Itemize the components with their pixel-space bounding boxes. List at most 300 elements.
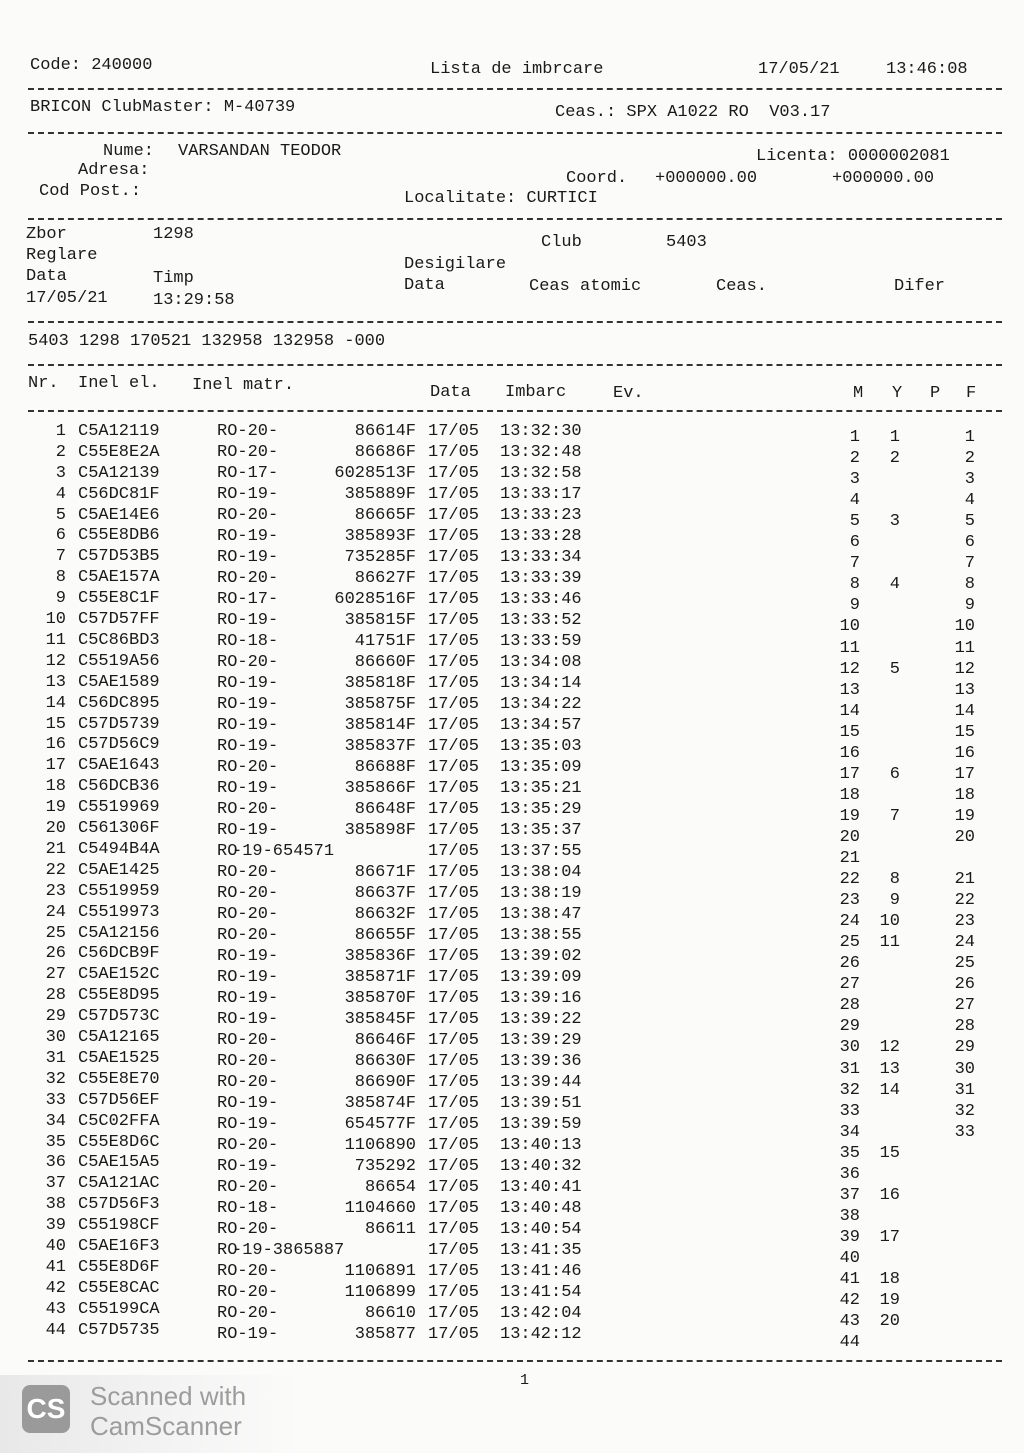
ring-electronic: C56DCB9F <box>78 944 160 963</box>
f-value: 31 <box>954 1081 975 1100</box>
divider <box>28 1360 1002 1362</box>
table-row <box>0 798 1024 826</box>
table-row <box>0 756 1024 784</box>
ring-number: 86611 <box>364 1220 416 1239</box>
row-nr: 30 <box>45 1028 66 1047</box>
arrival-date: 17/05 <box>428 569 480 588</box>
ring-electronic: C5AE1643 <box>78 756 160 775</box>
arrival-time: 13:39:22 <box>500 1010 582 1029</box>
coord-y: +000000.00 <box>832 169 935 188</box>
ring-electronic: C5AE15A5 <box>78 1153 160 1172</box>
ring-prefix: RO-19- <box>217 737 279 756</box>
y-value: 8 <box>889 870 900 889</box>
f-value: 6 <box>964 533 975 552</box>
ring-prefix: RO-19- <box>217 989 279 1008</box>
table-row <box>0 547 1024 573</box>
ring-prefix: RO-20- <box>217 1304 279 1323</box>
ring-electronic: C55E8D95 <box>78 986 160 1005</box>
ring-electronic: C57D53B5 <box>78 547 160 566</box>
ring-number: 385845F <box>344 1010 416 1029</box>
col-m: M <box>853 384 864 403</box>
ring-number: 385893F <box>344 527 416 546</box>
ring-prefix: RO-20- <box>217 506 279 525</box>
flight-label: Zbor <box>26 225 67 244</box>
ring-electronic: C57D5735 <box>78 1321 160 1340</box>
page-number: 1 <box>520 1372 530 1389</box>
arrival-date: 17/05 <box>428 422 480 441</box>
m-value: 41 <box>839 1270 860 1289</box>
table-row <box>0 526 1024 552</box>
m-value: 16 <box>839 744 860 763</box>
arrival-date: 17/05 <box>428 758 480 777</box>
ring-number: 86655F <box>354 926 416 945</box>
row-nr: 35 <box>45 1133 66 1152</box>
m-value: 19 <box>839 807 860 826</box>
ring-prefix: RO-19- <box>217 779 279 798</box>
ring-prefix: RO-19- <box>217 821 279 840</box>
f-value: 12 <box>954 660 975 679</box>
desigilare-label: Desigilare <box>404 255 507 274</box>
m-value: 21 <box>839 849 860 868</box>
ring-number: -19-3865887 <box>232 1241 345 1260</box>
row-nr: 4 <box>55 485 66 504</box>
reglare-time: 13:29:58 <box>153 291 235 310</box>
ring-prefix: RO-19- <box>217 1094 279 1113</box>
ring-number: 385889F <box>344 485 416 504</box>
m-value: 15 <box>839 723 860 742</box>
m-value: 33 <box>839 1102 860 1121</box>
arrival-date: 17/05 <box>428 716 480 735</box>
row-nr: 19 <box>45 798 66 817</box>
divider <box>28 364 1002 366</box>
row-nr: 8 <box>55 568 66 587</box>
divider <box>28 321 1002 323</box>
clock-id: Ceas.: SPX A1022 RO V03.17 <box>555 103 831 122</box>
y-value: 4 <box>889 575 900 594</box>
ring-prefix: RO-20- <box>217 653 279 672</box>
ring-electronic: C5A12156 <box>78 924 160 943</box>
arrival-date: 17/05 <box>428 443 480 462</box>
m-value: 5 <box>849 512 860 531</box>
f-value: 24 <box>954 933 975 952</box>
ring-number: 86614F <box>354 422 416 441</box>
difference-label: Difer <box>894 277 946 296</box>
table-row <box>0 903 1024 931</box>
arrival-date: 17/05 <box>428 989 480 1008</box>
row-nr: 9 <box>55 589 66 608</box>
arrival-date: 17/05 <box>428 1115 480 1134</box>
arrival-date: 17/05 <box>428 695 480 714</box>
m-value: 10 <box>839 617 860 636</box>
atomic-clock-label: Ceas atomic <box>529 277 642 296</box>
arrival-date: 17/05 <box>428 632 480 651</box>
arrival-date: 17/05 <box>428 1073 480 1092</box>
ring-electronic: C56DC895 <box>78 694 160 713</box>
ring-prefix: RO-19- <box>217 1010 279 1029</box>
y-value: 1 <box>889 428 900 447</box>
arrival-time: 13:39:09 <box>500 968 582 987</box>
f-value: 7 <box>964 554 975 573</box>
row-nr: 33 <box>45 1091 66 1110</box>
watermark-line1: Scanned with <box>90 1381 247 1411</box>
arrival-time: 13:33:39 <box>500 569 582 588</box>
ring-prefix: RO-20- <box>217 1052 279 1071</box>
print-date: 17/05/21 <box>758 60 840 79</box>
arrival-time: 13:41:35 <box>500 1241 582 1260</box>
ring-prefix: RO-20- <box>217 1262 279 1281</box>
row-nr: 32 <box>45 1070 66 1089</box>
camscanner-logo-icon: CS <box>22 1385 70 1433</box>
club-label: Club <box>541 233 582 252</box>
arrival-time: 13:33:17 <box>500 485 582 504</box>
row-nr: 13 <box>45 673 66 692</box>
m-value: 23 <box>839 891 860 910</box>
ring-prefix: RO-20- <box>217 1178 279 1197</box>
f-value: 32 <box>954 1102 975 1121</box>
ring-prefix: RO-19- <box>217 1115 279 1134</box>
arrival-time: 13:40:32 <box>500 1157 582 1176</box>
row-nr: 27 <box>45 965 66 984</box>
y-value: 15 <box>879 1144 900 1163</box>
ring-electronic: C56DCB36 <box>78 777 160 796</box>
ring-electronic: C55E8D6F <box>78 1258 160 1277</box>
m-value: 22 <box>839 870 860 889</box>
ring-prefix: RO-20- <box>217 926 279 945</box>
row-nr: 2 <box>55 443 66 462</box>
m-value: 35 <box>839 1144 860 1163</box>
f-value: 4 <box>964 491 975 510</box>
row-nr: 44 <box>45 1321 66 1340</box>
ring-electronic: C55E8C1F <box>78 589 160 608</box>
ring-electronic: C55E8D6C <box>78 1133 160 1152</box>
ring-number: 385866F <box>344 779 416 798</box>
f-value: 5 <box>964 512 975 531</box>
ring-prefix: RO-17- <box>217 464 279 483</box>
ring-electronic: C57D56EF <box>78 1091 160 1110</box>
coord-label: Coord. <box>566 169 628 188</box>
f-value: 22 <box>954 891 975 910</box>
arrival-time: 13:33:34 <box>500 548 582 567</box>
arrival-time: 13:34:14 <box>500 674 582 693</box>
ring-prefix: RO-20- <box>217 905 279 924</box>
ring-electronic: C5AE14E6 <box>78 506 160 525</box>
ring-prefix: RO-17- <box>217 590 279 609</box>
arrival-time: 13:39:02 <box>500 947 582 966</box>
ring-prefix: RO-19- <box>217 1325 279 1344</box>
ring-electronic: C5519969 <box>78 798 160 817</box>
arrival-time: 13:37:55 <box>500 842 582 861</box>
ring-number: 385870F <box>344 989 416 1008</box>
arrival-time: 13:39:59 <box>500 1115 582 1134</box>
m-value: 2 <box>849 449 860 468</box>
arrival-date: 17/05 <box>428 863 480 882</box>
divider <box>28 132 1002 134</box>
y-value: 19 <box>879 1291 900 1310</box>
table-row <box>0 840 1024 868</box>
arrival-time: 13:34:22 <box>500 695 582 714</box>
clock-label: Ceas. <box>716 277 768 296</box>
arrival-date: 17/05 <box>428 674 480 693</box>
ring-number: 385815F <box>344 611 416 630</box>
arrival-date: 17/05 <box>428 1136 480 1155</box>
arrival-time: 13:33:59 <box>500 632 582 651</box>
arrival-time: 13:34:08 <box>500 653 582 672</box>
arrival-time: 13:35:21 <box>500 779 582 798</box>
row-nr: 20 <box>45 819 66 838</box>
data2-label: Data <box>404 276 445 295</box>
row-nr: 18 <box>45 777 66 796</box>
ring-number: 86610 <box>364 1304 416 1323</box>
divider <box>28 88 1002 90</box>
f-value: 9 <box>964 596 975 615</box>
ring-number: 86686F <box>354 443 416 462</box>
ring-number: 735292 <box>354 1157 416 1176</box>
ring-number: 86660F <box>354 653 416 672</box>
ring-electronic: C57D56C9 <box>78 735 160 754</box>
row-nr: 12 <box>45 652 66 671</box>
row-nr: 38 <box>45 1195 66 1214</box>
f-value: 20 <box>954 828 975 847</box>
arrival-time: 13:38:04 <box>500 863 582 882</box>
ring-electronic: C5AE16F3 <box>78 1237 160 1256</box>
y-value: 20 <box>879 1312 900 1331</box>
ring-prefix: RO-19- <box>217 695 279 714</box>
reglare-date: 17/05/21 <box>26 289 108 308</box>
table-row <box>0 589 1024 615</box>
m-value: 14 <box>839 702 860 721</box>
ring-electronic: C55199CA <box>78 1300 160 1319</box>
m-value: 30 <box>839 1038 860 1057</box>
arrival-date: 17/05 <box>428 968 480 987</box>
f-value: 11 <box>954 639 975 658</box>
m-value: 9 <box>849 596 860 615</box>
m-value: 20 <box>839 828 860 847</box>
ring-electronic: C5AE157A <box>78 568 160 587</box>
col-imbarc: Imbarc <box>505 383 567 402</box>
ring-prefix: RO-20- <box>217 1220 279 1239</box>
ring-prefix: RO-19- <box>217 1157 279 1176</box>
arrival-time: 13:38:47 <box>500 905 582 924</box>
row-nr: 14 <box>45 694 66 713</box>
arrival-time: 13:34:57 <box>500 716 582 735</box>
col-nr: Nr. <box>28 374 59 393</box>
f-value: 27 <box>954 996 975 1015</box>
ring-prefix: RO-19- <box>217 611 279 630</box>
ring-electronic: C5A12139 <box>78 464 160 483</box>
ring-electronic: C5494B4A <box>78 840 160 859</box>
license: Licenta: 0000002081 <box>756 147 950 166</box>
postcode-label: Cod Post.: <box>39 182 142 201</box>
ring-prefix: RO-19- <box>217 947 279 966</box>
ring-prefix: RO-19- <box>217 716 279 735</box>
row-nr: 5 <box>55 506 66 525</box>
f-value: 8 <box>964 575 975 594</box>
arrival-time: 13:39:16 <box>500 989 582 1008</box>
ring-prefix: RO-20- <box>217 884 279 903</box>
arrival-date: 17/05 <box>428 1220 480 1239</box>
ring-prefix: RO-19- <box>217 968 279 987</box>
arrival-time: 13:38:19 <box>500 884 582 903</box>
arrival-time: 13:33:23 <box>500 506 582 525</box>
table-row <box>0 464 1024 489</box>
arrival-date: 17/05 <box>428 1304 480 1323</box>
y-value: 13 <box>879 1060 900 1079</box>
f-value: 25 <box>954 954 975 973</box>
m-value: 7 <box>849 554 860 573</box>
arrival-time: 13:39:51 <box>500 1094 582 1113</box>
row-nr: 3 <box>55 464 66 483</box>
arrival-date: 17/05 <box>428 1241 480 1260</box>
m-value: 25 <box>839 933 860 952</box>
print-time: 13:46:08 <box>886 60 968 79</box>
watermark-line2: CamScanner <box>90 1411 242 1441</box>
ring-electronic: C561306F <box>78 819 160 838</box>
y-value: 16 <box>879 1186 900 1205</box>
ring-number: 86632F <box>354 905 416 924</box>
f-value: 33 <box>954 1123 975 1142</box>
table-row <box>0 568 1024 594</box>
table-row <box>0 443 1024 468</box>
divider <box>28 410 1002 412</box>
ring-prefix: RO-20- <box>217 422 279 441</box>
arrival-time: 13:40:54 <box>500 1220 582 1239</box>
ring-prefix: RO-19- <box>217 674 279 693</box>
ring-number: 385875F <box>344 695 416 714</box>
ring-electronic: C55E8E2A <box>78 443 160 462</box>
row-nr: 25 <box>45 924 66 943</box>
ring-number: 385874F <box>344 1094 416 1113</box>
ring-electronic: C55E8E70 <box>78 1070 160 1089</box>
arrival-time: 13:39:44 <box>500 1073 582 1092</box>
arrival-time: 13:32:48 <box>500 443 582 462</box>
ring-electronic: C57D56F3 <box>78 1195 160 1214</box>
arrival-date: 17/05 <box>428 653 480 672</box>
table-row <box>0 694 1024 721</box>
y-value: 6 <box>889 765 900 784</box>
ring-number: 41751F <box>354 632 416 651</box>
coord-x: +000000.00 <box>655 169 758 188</box>
row-nr: 10 <box>45 610 66 629</box>
arrival-time: 13:40:13 <box>500 1136 582 1155</box>
col-inel-el: Inel el. <box>78 374 160 393</box>
table-row <box>0 715 1024 742</box>
table-row <box>0 861 1024 889</box>
club-number: 5403 <box>666 233 707 252</box>
ring-number: -19-654571 <box>232 842 335 861</box>
m-value: 8 <box>849 575 860 594</box>
ring-number: 735285F <box>344 548 416 567</box>
f-value: 2 <box>964 449 975 468</box>
y-value: 14 <box>879 1081 900 1100</box>
m-value: 39 <box>839 1228 860 1247</box>
ring-prefix: RO-20- <box>217 569 279 588</box>
arrival-time: 13:35:09 <box>500 758 582 777</box>
f-value: 21 <box>954 870 975 889</box>
col-f: F <box>966 384 977 403</box>
ring-prefix: RO-20- <box>217 863 279 882</box>
summary-line: 5403 1298 170521 132958 132958 -000 <box>28 332 386 351</box>
code: Code: 240000 <box>30 56 153 75</box>
row-nr: 26 <box>45 944 66 963</box>
arrival-date: 17/05 <box>428 800 480 819</box>
ring-number: 1106891 <box>344 1262 416 1281</box>
f-value: 29 <box>954 1038 975 1057</box>
table-row <box>0 422 1024 447</box>
ring-electronic: C5A121AC <box>78 1174 160 1193</box>
m-value: 24 <box>839 912 860 931</box>
timp-label: Timp <box>153 269 194 288</box>
row-nr: 41 <box>45 1258 66 1277</box>
ring-electronic: C5AE1425 <box>78 861 160 880</box>
data-label: Data <box>26 267 67 286</box>
row-nr: 31 <box>45 1049 66 1068</box>
y-value: 12 <box>879 1038 900 1057</box>
ring-number: 654577F <box>344 1115 416 1134</box>
ring-electronic: C57D5739 <box>78 715 160 734</box>
ring-prefix: RO-18- <box>217 1199 279 1218</box>
col-data: Data <box>430 383 471 402</box>
m-value: 17 <box>839 765 860 784</box>
arrival-time: 13:33:46 <box>500 590 582 609</box>
arrival-time: 13:33:52 <box>500 611 582 630</box>
ring-number: 1106899 <box>344 1283 416 1302</box>
arrival-time: 13:40:41 <box>500 1178 582 1197</box>
ring-prefix: RO-19- <box>217 485 279 504</box>
m-value: 27 <box>839 975 860 994</box>
ring-prefix: RO-19- <box>217 527 279 546</box>
ring-number: 86688F <box>354 758 416 777</box>
f-value: 19 <box>954 807 975 826</box>
table-row <box>0 485 1024 510</box>
table-row <box>0 673 1024 700</box>
ring-number: 86671F <box>354 863 416 882</box>
address-label: Adresa: <box>78 161 150 180</box>
clubmaster-id: BRICON ClubMaster: M-40739 <box>30 98 296 117</box>
arrival-date: 17/05 <box>428 485 480 504</box>
arrival-date: 17/05 <box>428 1325 480 1344</box>
y-value: 18 <box>879 1270 900 1289</box>
ring-electronic: C55198CF <box>78 1216 160 1235</box>
ring-number: 385871F <box>344 968 416 987</box>
ring-electronic: C5A12165 <box>78 1028 160 1047</box>
ring-number: 385877 <box>354 1325 416 1344</box>
f-value: 18 <box>954 786 975 805</box>
ring-prefix: RO <box>217 842 238 861</box>
table-row <box>0 652 1024 679</box>
row-nr: 24 <box>45 903 66 922</box>
m-value: 12 <box>839 660 860 679</box>
ring-number: 86627F <box>354 569 416 588</box>
arrival-time: 13:40:48 <box>500 1199 582 1218</box>
row-nr: 43 <box>45 1300 66 1319</box>
arrival-date: 17/05 <box>428 1031 480 1050</box>
arrival-time: 13:41:46 <box>500 1262 582 1281</box>
arrival-time: 13:42:12 <box>500 1325 582 1344</box>
m-value: 29 <box>839 1017 860 1036</box>
arrival-date: 17/05 <box>428 611 480 630</box>
ring-number: 385898F <box>344 821 416 840</box>
ring-electronic: C55E8DB6 <box>78 526 160 545</box>
y-value: 2 <box>889 449 900 468</box>
col-y: Y <box>892 384 903 403</box>
f-value: 3 <box>964 470 975 489</box>
f-value: 17 <box>954 765 975 784</box>
row-nr: 16 <box>45 735 66 754</box>
ring-number: 86690F <box>354 1073 416 1092</box>
table-row <box>0 610 1024 636</box>
arrival-date: 17/05 <box>428 905 480 924</box>
f-value: 16 <box>954 744 975 763</box>
